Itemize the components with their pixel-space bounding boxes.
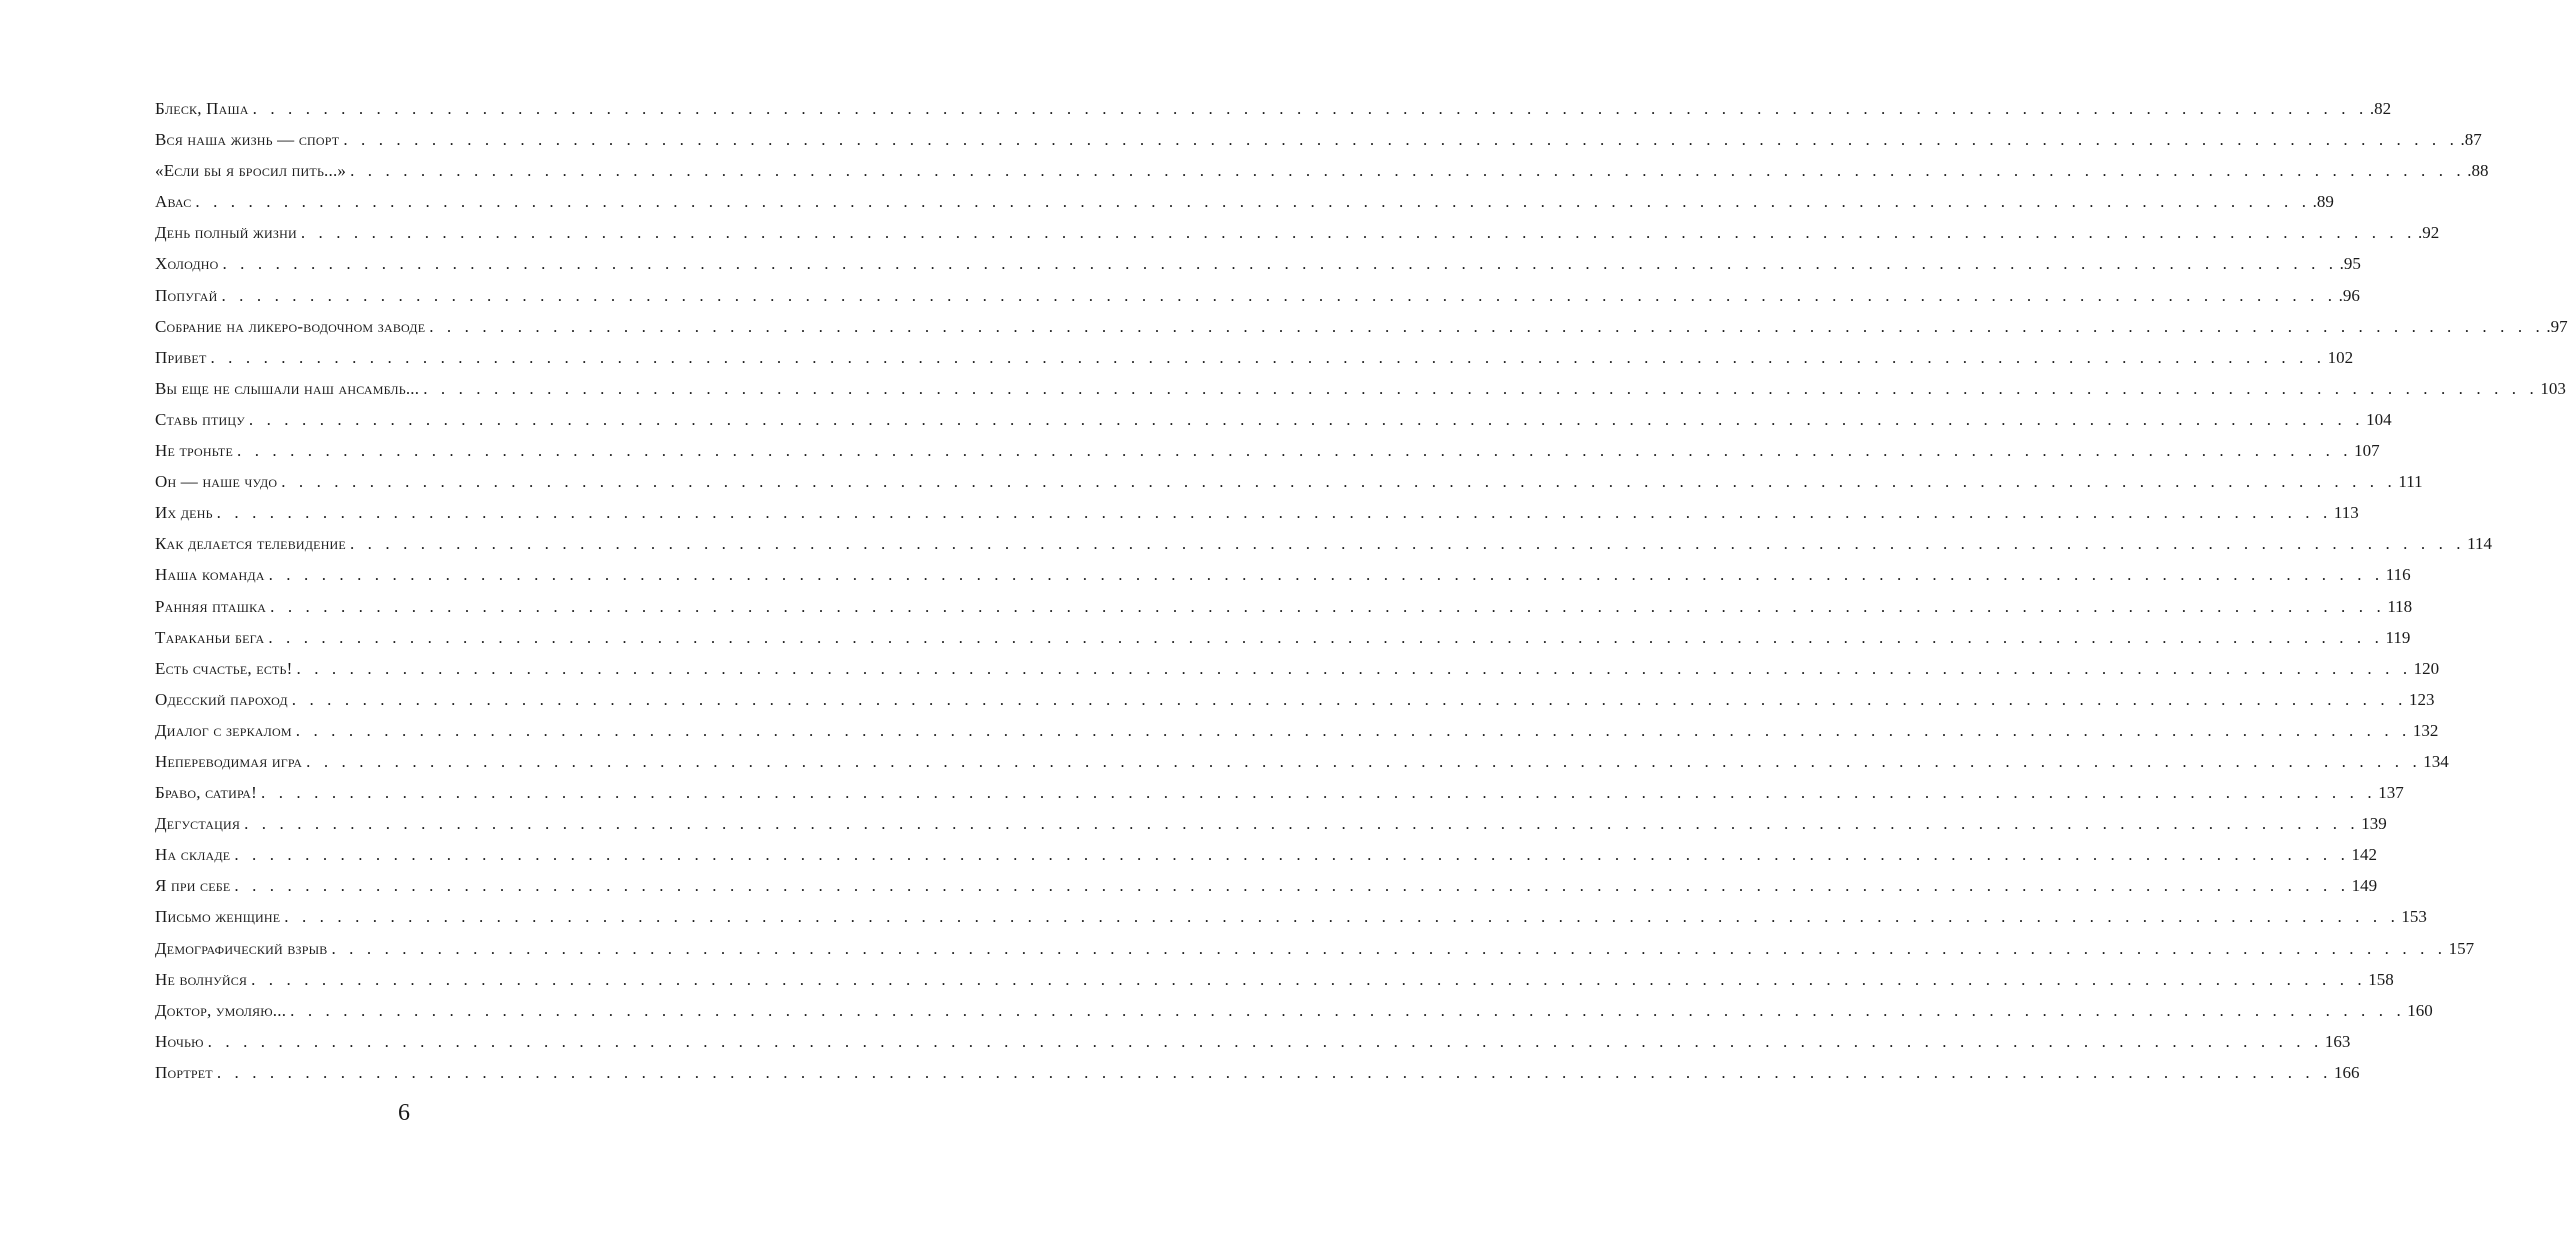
toc-leader-dots: . . . . . . . . . . . . . . . . . . . . . . . . . . . . . . . . . . . . . . . . . . . . . . . . . . . . . . . . . . . . . . . . . . . . . . . . . . . . . . . . . . . . . . . . . . . . . . . . . . . . . . . . . . . . . . . . . . . . . . . . [350,161,2466,181]
toc-entry-title: Тараканьи бега [155,627,265,647]
toc-leader-dots: . . . . . . . . . . . . . . . . . . . . . . . . . . . . . . . . . . . . . . . . . . . . . . . . . . . . . . . . . . . . . . . . . . . . . . . . . . . . . . . . . . . . . . . . . . . . . . . . . . . . . . . . . . . . . . . . . . . . . . . . [244,814,2360,834]
toc-entry-title: Холодно [155,254,219,274]
toc-entry [155,653,2440,684]
toc-leader-dots: . . . . . . . . . . . . . . . . . . . . . . . . . . . . . . . . . . . . . . . . . . . . . . . . . . . . . . . . . . . . . . . . . . . . . . . . . . . . . . . . . . . . . . . . . . . . . . . . . . . . . . . . . . . . . . . . . . . . . . . . [296,658,2412,678]
toc-entry [155,746,2449,777]
toc-entry [155,995,2433,1026]
toc-entry [155,373,2566,404]
toc-entry-page: 102 [2327,347,2354,367]
toc-leader-dots: . . . . . . . . . . . . . . . . . . . . . . . . . . . . . . . . . . . . . . . . . . . . . . . . . . . . . . . . . . . . . . . . . . . . . . . . . . . . . . . . . . . . . . . . . . . . . . . . . . . . . . . . . . . . . . . . . . . . . . . . [270,596,2386,616]
toc-entry [155,466,2423,497]
toc-entry [155,684,2435,715]
toc-entry [155,93,2392,124]
toc-entry-page: 120 [2413,658,2440,678]
toc-entry [155,870,2378,901]
toc-entry-page: 107 [2354,441,2380,461]
toc-entry [155,964,2394,995]
toc-entry-page: 118 [2387,596,2413,616]
toc-entry-title: Есть счастье, есть! [155,658,293,678]
toc-leader-dots: . . . . . . . . . . . . . . . . . . . . . . . . . . . . . . . . . . . . . . . . . . . . . . . . . . . . . . . . . . . . . . . . . . . . . . . . . . . . . . . . . . . . . . . . . . . . . . . . . . . . . . . . . . . . . . . . . . . . . . . . [281,472,2397,492]
toc-entry [155,528,2492,559]
toc-leader-dots: . . . . . . . . . . . . . . . . . . . . . . . . . . . . . . . . . . . . . . . . . . . . . . . . . . . . . . . . . . . . . . . . . . . . . . . . . . . . . . . . . . . . . . . . . . . . . . . . . . . . . . . . . . . . . . . . . . . . . . . . [221,285,2337,305]
toc-entry-title: Их день [155,503,213,523]
toc-entry-page: 114 [2467,534,2492,554]
toc-leader-dots: . . . . . . . . . . . . . . . . . . . . . . . . . . . . . . . . . . . . . . . . . . . . . . . . . . . . . . . . . . . . . . . . . . . . . . . . . . . . . . . . . . . . . . . . . . . . . . . . . . . . . . . . . . . . . . . . . . . . . . . . [207,1031,2323,1051]
toc-entry-title: Непереводимая игра [155,751,303,771]
toc-entry-page: 132 [2412,720,2439,740]
toc-leader-dots: . . . . . . . . . . . . . . . . . . . . . . . . . . . . . . . . . . . . . . . . . . . . . . . . . . . . . . . . . . . . . . . . . . . . . . . . . . . . . . . . . . . . . . . . . . . . . . . . . . . . . . . . . . . . . . . . . . . . . . . . [331,938,2447,958]
toc-entry-title: «Если бы я бросил пить...» [155,161,347,181]
toc-entry-page: .87 [2460,130,2482,150]
toc-entry [155,280,2360,311]
toc-entry-page: .88 [2467,161,2489,181]
toc-leader-dots: . . . . . . . . . . . . . . . . . . . . . . . . . . . . . . . . . . . . . . . . . . . . . . . . . . . . . . . . . . . . . . . . . . . . . . . . . . . . . . . . . . . . . . . . . . . . . . . . . . . . . . . . . . . . . . . . . . . . . . . . [306,751,2422,771]
toc-entry [155,342,2354,373]
toc-entry-title: Демографический взрыв [155,938,328,958]
toc-entry-page: 134 [2423,751,2449,771]
toc-entry-page: 104 [2366,409,2392,429]
toc-entry [155,311,2568,342]
toc-leader-dots: . . . . . . . . . . . . . . . . . . . . . . . . . . . . . . . . . . . . . . . . . . . . . . . . . . . . . . . . . . . . . . . . . . . . . . . . . . . . . . . . . . . . . . . . . . . . . . . . . . . . . . . . . . . . . . . . . . . . . . . . [429,316,2545,336]
toc-entry-title: Собрание на ликеро-водочном заводе [155,316,426,336]
toc-entry-page: 158 [2368,969,2394,989]
toc-leader-dots: . . . . . . . . . . . . . . . . . . . . . . . . . . . . . . . . . . . . . . . . . . . . . . . . . . . . . . . . . . . . . . . . . . . . . . . . . . . . . . . . . . . . . . . . . . . . . . . . . . . . . . . . . . . . . . . . . . . . . . . . [349,534,2466,554]
toc-entry-title: Я при себе [155,876,231,896]
toc-entry-page: 149 [2351,876,2378,896]
toc-leader-dots: . . . . . . . . . . . . . . . . . . . . . . . . . . . . . . . . . . . . . . . . . . . . . . . . . . . . . . . . . . . . . . . . . . . . . . . . . . . . . . . . . . . . . . . . . . . . . . . . . . . . . . . . . . . . . . . . . . . . . . . . [210,347,2326,367]
toc-entry [155,777,2404,808]
toc-entry [155,715,2439,746]
toc-entry-page: 166 [2333,1062,2360,1082]
toc-entry [155,497,2359,528]
toc-leader-dots: . . . . . . . . . . . . . . . . . . . . . . . . . . . . . . . . . . . . . . . . . . . . . . . . . . . . . . . . . . . . . . . . . . . . . . . . . . . . . . . . . . . . . . . . . . . . . . . . . . . . . . . . . . . . . . . . . . . . . . . . [268,565,2384,585]
toc-entry-title: Не троньте [155,441,233,461]
toc-entry-title: Портрет [155,1062,213,1082]
toc-leader-dots: . . . . . . . . . . . . . . . . . . . . . . . . . . . . . . . . . . . . . . . . . . . . . . . . . . . . . . . . . . . . . . . . . . . . . . . . . . . . . . . . . . . . . . . . . . . . . . . . . . . . . . . . . . . . . . . . . . . . . . . . [195,192,2311,212]
toc-entry [155,1026,2351,1057]
toc-entry-title: Как делается телевидение [155,534,346,554]
toc-leader-dots: . . . . . . . . . . . . . . . . . . . . . . . . . . . . . . . . . . . . . . . . . . . . . . . . . . . . . . . . . . . . . . . . . . . . . . . . . . . . . . . . . . . . . . . . . . . . . . . . . . . . . . . . . . . . . . . . . . . . . . . . [343,130,2459,150]
toc-entry-page: 123 [2408,689,2435,709]
toc-entry-title: Ночью [155,1031,204,1051]
toc-entry-page: .95 [2339,254,2361,274]
toc-entry-page: .96 [2338,285,2360,305]
toc-entry-page: 157 [2448,938,2475,958]
toc-entry-title: Вся наша жизнь — спорт [155,130,340,150]
toc-entry-page: 153 [2401,907,2427,927]
toc-entry-title: На складе [155,845,231,865]
toc-leader-dots: . . . . . . . . . . . . . . . . . . . . . . . . . . . . . . . . . . . . . . . . . . . . . . . . . . . . . . . . . . . . . . . . . . . . . . . . . . . . . . . . . . . . . . . . . . . . . . . . . . . . . . . . . . . . . . . . . . . . . . . . [237,441,2353,461]
toc-entry-title: Попугай [155,285,218,305]
toc-entry [155,248,2361,279]
toc-entry-page: 142 [2351,845,2377,865]
toc-entry-page: 119 [2385,627,2411,647]
toc-entry-page: 103 [2540,378,2566,398]
toc-entry-title: Блеск, Паша [155,99,249,118]
toc-entry-title: Диалог с зеркалом [155,720,292,740]
toc-leader-dots: . . . . . . . . . . . . . . . . . . . . . . . . . . . . . . . . . . . . . . . . . . . . . . . . . . . . . . . . . . . . . . . . . . . . . . . . . . . . . . . . . . . . . . . . . . . . . . . . . . . . . . . . . . . . . . . . . . . . . . . . [234,845,2350,865]
toc-entry-title: Письмо женщине [155,907,281,927]
toc-leader-dots: . . . . . . . . . . . . . . . . . . . . . . . . . . . . . . . . . . . . . . . . . . . . . . . . . . . . . . . . . . . . . . . . . . . . . . . . . . . . . . . . . . . . . . . . . . . . . . . . . . . . . . . . . . . . . . . . . . . . . . . . [251,969,2367,989]
table-of-contents [155,93,2568,1088]
toc-entry [155,217,2440,248]
toc-entry [155,933,2475,964]
toc-entry-page: .97 [2546,316,2568,336]
toc-entry [155,1057,2360,1088]
toc-entry [155,622,2411,653]
toc-leader-dots: . . . . . . . . . . . . . . . . . . . . . . . . . . . . . . . . . . . . . . . . . . . . . . . . . . . . . . . . . . . . . . . . . . . . . . . . . . . . . . . . . . . . . . . . . . . . . . . . . . . . . . . . . . . . . . . . . . . . . . . . [290,1000,2406,1020]
toc-entry-page: .89 [2312,192,2334,212]
toc-entry-page: 113 [2333,503,2359,523]
toc-entry [155,591,2413,622]
toc-entry-title: День полный жизни [155,223,297,243]
toc-leader-dots: . . . . . . . . . . . . . . . . . . . . . . . . . . . . . . . . . . . . . . . . . . . . . . . . . . . . . . . . . . . . . . . . . . . . . . . . . . . . . . . . . . . . . . . . . . . . . . . . . . . . . . . . . . . . . . . . . . . . . . . . [423,378,2539,398]
toc-entry-title: Вы еще не слышали наш ансамбль... [155,378,420,398]
toc-entry-page: .92 [2417,223,2440,243]
toc-leader-dots: . . . . . . . . . . . . . . . . . . . . . . . . . . . . . . . . . . . . . . . . . . . . . . . . . . . . . . . . . . . . . . . . . . . . . . . . . . . . . . . . . . . . . . . . . . . . . . . . . . . . . . . . . . . . . . . . . . . . . . . . [252,99,2368,118]
toc-leader-dots: . . . . . . . . . . . . . . . . . . . . . . . . . . . . . . . . . . . . . . . . . . . . . . . . . . . . . . . . . . . . . . . . . . . . . . . . . . . . . . . . . . . . . . . . . . . . . . . . . . . . . . . . . . . . . . . . . . . . . . . . [284,907,2400,927]
toc-leader-dots: . . . . . . . . . . . . . . . . . . . . . . . . . . . . . . . . . . . . . . . . . . . . . . . . . . . . . . . . . . . . . . . . . . . . . . . . . . . . . . . . . . . . . . . . . . . . . . . . . . . . . . . . . . . . . . . . . . . . . . . . [248,409,2365,429]
toc-entry-title: Доктор, умоляю... [155,1000,287,1020]
toc-leader-dots: . . . . . . . . . . . . . . . . . . . . . . . . . . . . . . . . . . . . . . . . . . . . . . . . . . . . . . . . . . . . . . . . . . . . . . . . . . . . . . . . . . . . . . . . . . . . . . . . . . . . . . . . . . . . . . . . . . . . . . . . [300,223,2416,243]
toc-entry-title: Ранняя пташка [155,596,267,616]
toc-leader-dots: . . . . . . . . . . . . . . . . . . . . . . . . . . . . . . . . . . . . . . . . . . . . . . . . . . . . . . . . . . . . . . . . . . . . . . . . . . . . . . . . . . . . . . . . . . . . . . . . . . . . . . . . . . . . . . . . . . . . . . . . [295,720,2411,740]
page-number: 6 [398,1100,410,1126]
toc-entry [155,435,2380,466]
toc-entry [155,155,2489,186]
toc-entry [155,808,2387,839]
toc-entry [155,559,2411,590]
toc-entry-title: Наша команда [155,565,265,585]
toc-entry-page: 163 [2324,1031,2351,1051]
toc-entry-page: .82 [2369,99,2392,118]
toc-entry-title: Браво, сатира! [155,783,258,803]
toc-entry [155,901,2427,932]
toc-entry [155,186,2334,217]
toc-entry-title: Ставь птицу [155,409,245,429]
toc-leader-dots: . . . . . . . . . . . . . . . . . . . . . . . . . . . . . . . . . . . . . . . . . . . . . . . . . . . . . . . . . . . . . . . . . . . . . . . . . . . . . . . . . . . . . . . . . . . . . . . . . . . . . . . . . . . . . . . . . . . . . . . . [268,627,2384,647]
toc-entry [155,124,2482,155]
toc-entry [155,839,2377,870]
toc-entry-page: 139 [2361,814,2387,834]
toc-entry-title: Он — наше чудо [155,472,278,492]
toc-entry-page: 137 [2378,783,2404,803]
toc-leader-dots: . . . . . . . . . . . . . . . . . . . . . . . . . . . . . . . . . . . . . . . . . . . . . . . . . . . . . . . . . . . . . . . . . . . . . . . . . . . . . . . . . . . . . . . . . . . . . . . . . . . . . . . . . . . . . . . . . . . . . . . . [261,783,2377,803]
toc-leader-dots: . . . . . . . . . . . . . . . . . . . . . . . . . . . . . . . . . . . . . . . . . . . . . . . . . . . . . . . . . . . . . . . . . . . . . . . . . . . . . . . . . . . . . . . . . . . . . . . . . . . . . . . . . . . . . . . . . . . . . . . . [222,254,2338,274]
toc-entry-page: 160 [2407,1000,2433,1020]
toc-entry-title: Дегустация [155,814,241,834]
toc-leader-dots: . . . . . . . . . . . . . . . . . . . . . . . . . . . . . . . . . . . . . . . . . . . . . . . . . . . . . . . . . . . . . . . . . . . . . . . . . . . . . . . . . . . . . . . . . . . . . . . . . . . . . . . . . . . . . . . . . . . . . . . . [216,503,2332,523]
toc-entry-page: 111 [2398,472,2423,492]
toc-entry-page: 116 [2385,565,2411,585]
toc-leader-dots: . . . . . . . . . . . . . . . . . . . . . . . . . . . . . . . . . . . . . . . . . . . . . . . . . . . . . . . . . . . . . . . . . . . . . . . . . . . . . . . . . . . . . . . . . . . . . . . . . . . . . . . . . . . . . . . . . . . . . . . . [216,1062,2332,1082]
toc-entry-title: Привет [155,347,207,367]
toc-entry-title: Одесский пароход [155,689,288,709]
toc-entry-title: Не волнуйся [155,969,248,989]
toc-entry [155,404,2392,435]
toc-leader-dots: . . . . . . . . . . . . . . . . . . . . . . . . . . . . . . . . . . . . . . . . . . . . . . . . . . . . . . . . . . . . . . . . . . . . . . . . . . . . . . . . . . . . . . . . . . . . . . . . . . . . . . . . . . . . . . . . . . . . . . . . [291,689,2407,709]
toc-leader-dots: . . . . . . . . . . . . . . . . . . . . . . . . . . . . . . . . . . . . . . . . . . . . . . . . . . . . . . . . . . . . . . . . . . . . . . . . . . . . . . . . . . . . . . . . . . . . . . . . . . . . . . . . . . . . . . . . . . . . . . . . [234,876,2350,896]
toc-entry-title: Авас [155,192,192,212]
